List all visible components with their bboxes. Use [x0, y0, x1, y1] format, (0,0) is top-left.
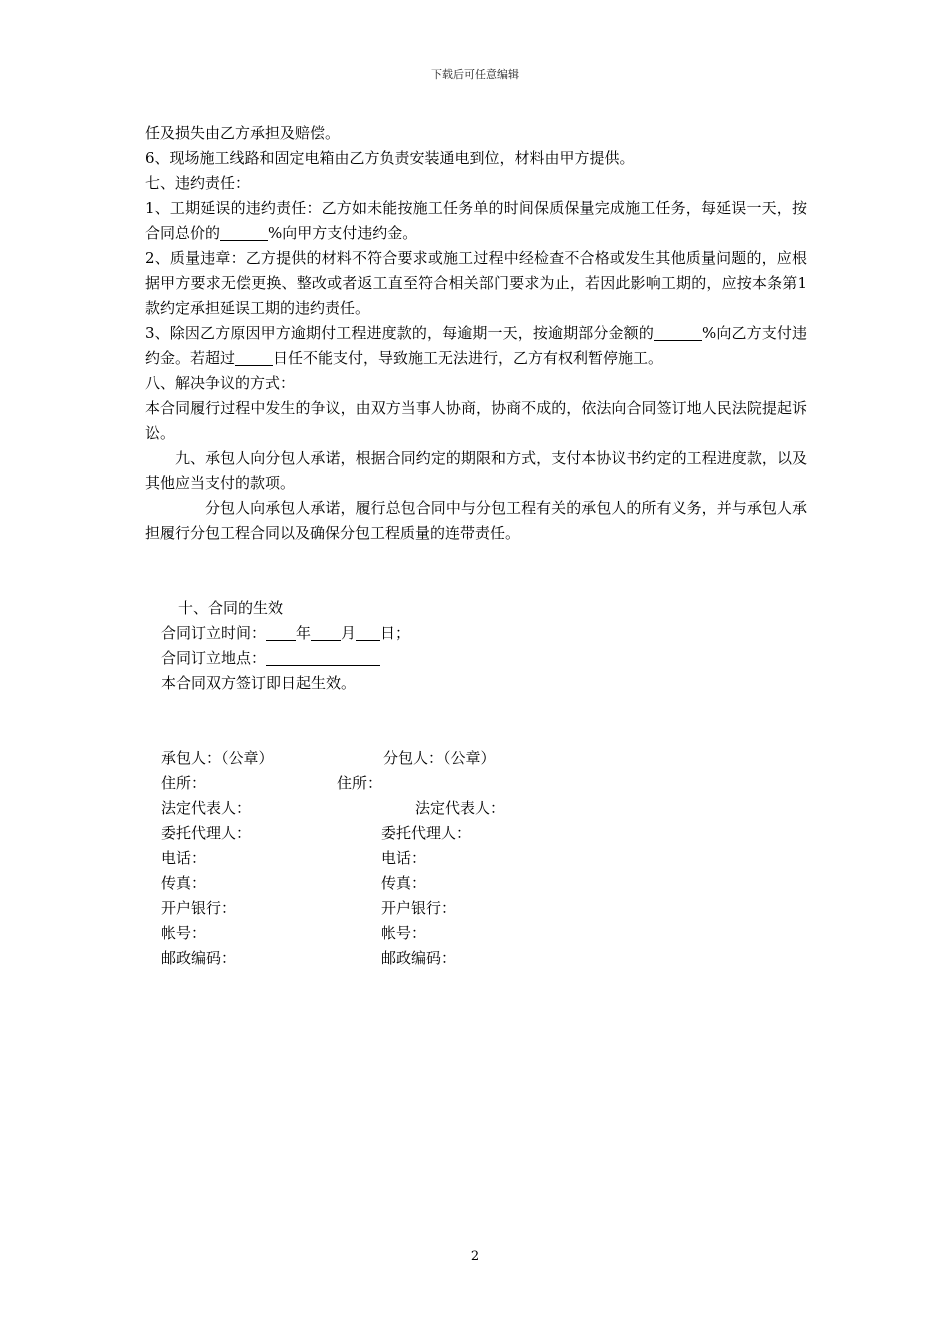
text-span: 1、工期延误的违约责任：乙方如未能按施工任务单的时间保质保量完成施工任务，每延误一天，按合同总价的 — [145, 199, 807, 242]
paragraph-dispute: 本合同履行过程中发生的争议，由双方当事人协商，协商不成的，依法向合同签订地人民法院提起诉讼。 — [145, 399, 807, 442]
left-bank-label: 开户银行： — [161, 899, 237, 917]
address-row — [145, 771, 745, 796]
section-heading: 八、解决争议的方式： — [145, 374, 296, 392]
effect-note: 本合同双方签订即日起生效。 — [161, 674, 357, 692]
right-agent-label: 委托代理人： — [381, 824, 472, 842]
signature-block — [145, 746, 745, 971]
right-phone-label: 电话： — [381, 849, 427, 867]
left-fax-label: 传真： — [161, 874, 207, 892]
effect-section — [145, 596, 745, 696]
blank-field — [266, 624, 296, 641]
page-number: 2 — [470, 1249, 480, 1264]
sign-time-line — [145, 621, 745, 646]
right-rep-label: 法定代表人： — [415, 799, 506, 817]
text-span: 3、除因乙方原因甲方逾期付工程进度款的，每逾期一天，按逾期部分金额的 — [145, 324, 654, 342]
blank-field — [266, 649, 380, 666]
zip-row — [145, 946, 745, 971]
left-agent-label: 委托代理人： — [161, 824, 252, 842]
text-line: 6、现场施工线路和固定电箱由乙方负责安装通电到位，材料由甲方提供。 — [145, 149, 635, 167]
text-span: 合同订立时间： — [161, 624, 267, 642]
text-span: 日任不能支付，导致施工无法进行，乙方有权利暂停施工。 — [273, 349, 664, 367]
agent-row — [145, 821, 745, 846]
left-rep-label: 法定代表人： — [161, 799, 252, 817]
blank-field — [654, 324, 702, 341]
left-phone-label: 电话： — [161, 849, 207, 867]
sign-place-line — [145, 646, 745, 671]
left-account-label: 帐号： — [161, 924, 207, 942]
account-row — [145, 921, 745, 946]
right-bank-label: 开户银行： — [381, 899, 457, 917]
text-span: 合同订立地点： — [161, 649, 267, 667]
blank-field — [356, 624, 380, 641]
paragraph-promise-contractor: 九、承包人向分包人承诺，根据合同约定的期限和方式，支付本协议书约定的工程进度款，以及其他应当支付的款项。 — [145, 449, 807, 492]
blank-field — [235, 349, 273, 366]
paragraph-promise-subcontractor: 分包人向承包人承诺，履行总包合同中与分包工程有关的承包人的所有义务，并与承包人承担履行分包工程合同以及确保分包工程质量的连带责任。 — [145, 499, 807, 542]
contract-body — [145, 121, 807, 546]
section-heading: 七、违约责任： — [145, 174, 251, 192]
blank-field — [311, 624, 341, 641]
paragraph-payment — [145, 321, 807, 371]
right-fax-label: 传真： — [381, 874, 427, 892]
left-address-label: 住所： — [161, 774, 207, 792]
left-zip-label: 邮政编码： — [161, 949, 237, 967]
bank-row — [145, 896, 745, 921]
text-span: 年 — [296, 624, 312, 642]
paragraph-quality: 2、质量违章：乙方提供的材料不符合要求或施工过程中经检查不合格或发生其他质量问题的，应根据甲方要求无偿更换、整改或者返工直至符合相关部门要求为止，若因此影响工期的，应按本条第1款约定承担延误工期的违约责任。 — [145, 249, 807, 317]
party-row — [145, 746, 745, 771]
fax-row — [145, 871, 745, 896]
section-heading: 十、合同的生效 — [178, 599, 284, 617]
paragraph-delay — [145, 196, 807, 246]
contractor-label: 承包人：（公章） — [161, 749, 274, 767]
right-zip-label: 邮政编码： — [381, 949, 457, 967]
page-header: 下载后可任意编辑 — [431, 68, 519, 81]
subcontractor-label: 分包人：（公章） — [383, 749, 496, 767]
representative-row — [145, 796, 745, 821]
phone-row — [145, 846, 745, 871]
text-line: 任及损失由乙方承担及赔偿。 — [145, 124, 341, 142]
text-span: %向甲方支付违约金。 — [268, 224, 418, 242]
text-span: 月 — [341, 624, 357, 642]
text-span: 日； — [380, 624, 411, 642]
blank-field — [220, 224, 268, 241]
text-span: %向乙方支付违约金。若超过 — [145, 324, 807, 367]
right-address-label: 住所： — [337, 774, 383, 792]
right-account-label: 帐号： — [381, 924, 427, 942]
